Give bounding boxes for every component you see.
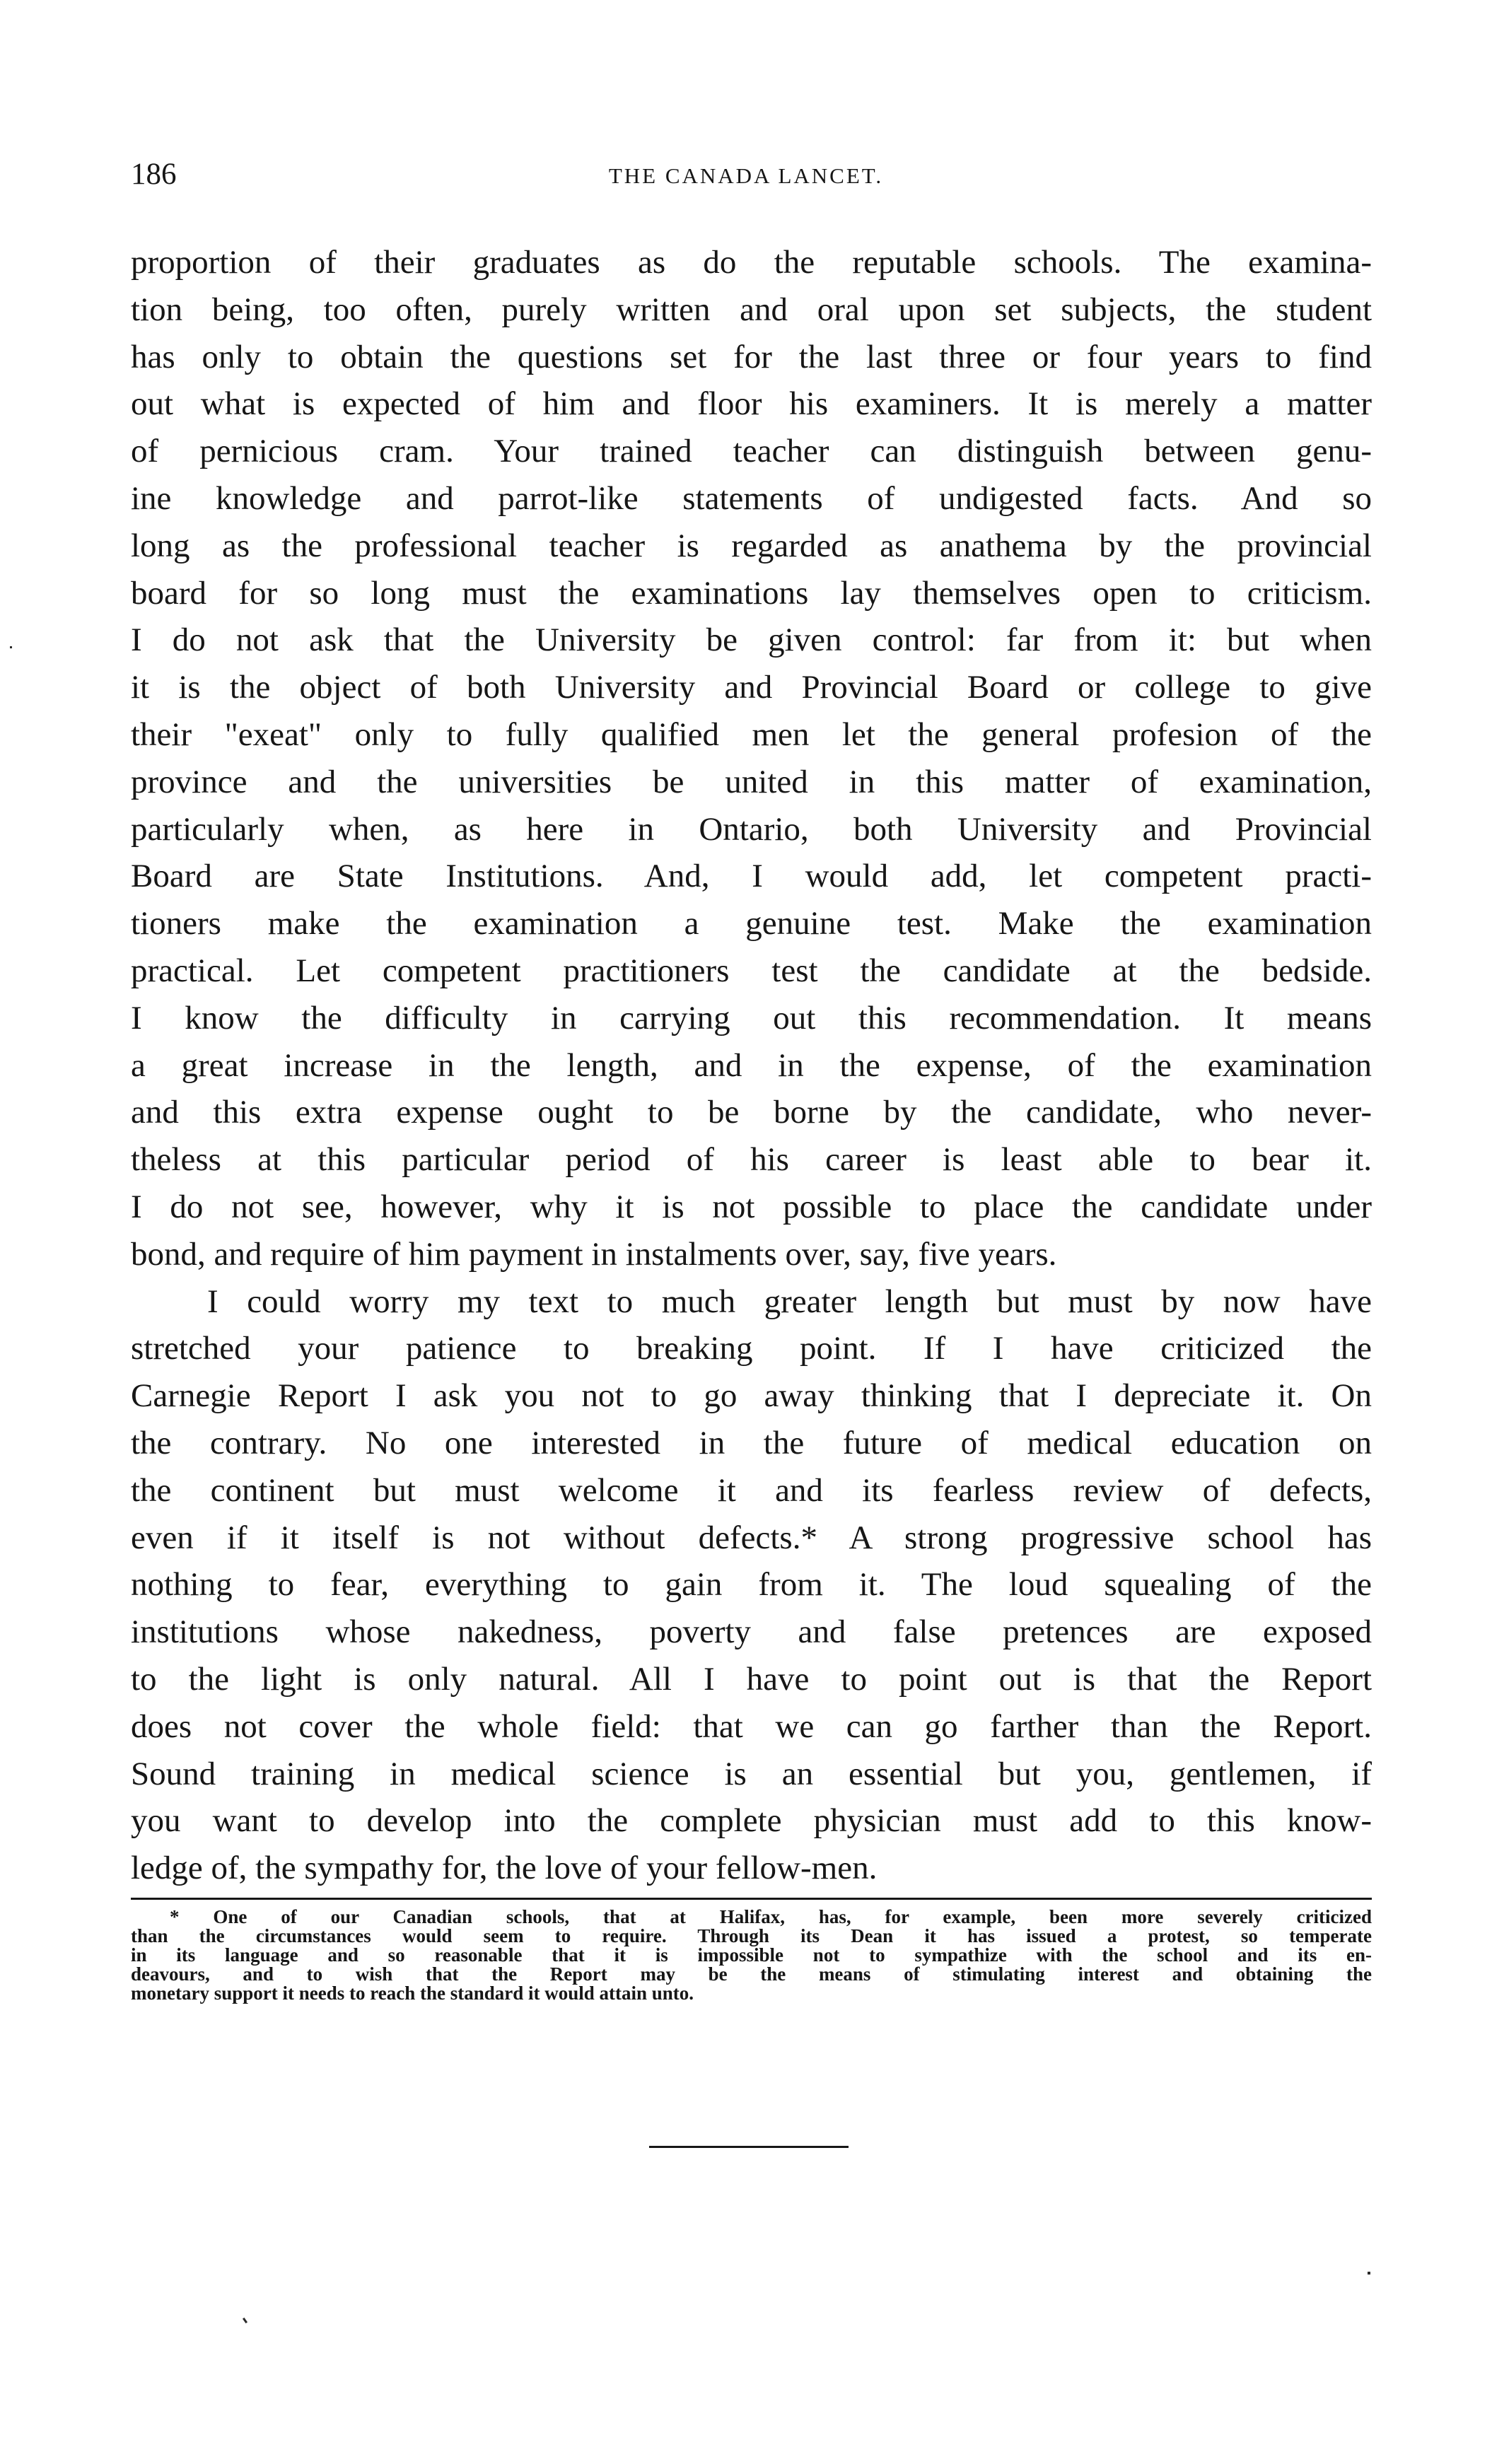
paragraph-end-line: bond, and require of him payment in instalments over, say, five years. (131, 1235, 1057, 1273)
text-line: their "exeat" only to fully qualified men let the general profesion of the (131, 716, 1372, 753)
text-line: tioners make the examination a genuine test. Make the examination (131, 905, 1372, 942)
text-line: theless at this particular period of his career is least able to bear it. (131, 1141, 1372, 1179)
text-line: province and the universities be united in this matter of examination, (131, 763, 1372, 800)
footnote (131, 1908, 1372, 2003)
text-line: the contrary. No one interested in the future of medical education on (131, 1424, 1372, 1461)
footnote-line: * One of our Canadian schools, that at Halifax, has, for example, been more severely criticized (170, 1906, 1372, 1927)
text-line: even if it itself is not without defects.* A strong progressive school has (131, 1519, 1372, 1556)
text-line: I do not see, however, why it is not possible to place the candidate under (131, 1188, 1372, 1225)
text-line: board for so long must the examinations lay themselves open to criticism. (131, 574, 1372, 612)
text-line: proportion of their graduates as do the reputable schools. The examina- (131, 244, 1372, 281)
text-line: ine knowledge and parrot-like statements of undigested facts. And so (131, 479, 1372, 517)
footnote-line: than the circumstances would seem to require. Through its Dean it has issued a protest, so temperate (131, 1925, 1372, 1946)
text-line: practical. Let competent practitioners test the candidate at the bedside. (131, 952, 1372, 989)
scan-speck (243, 2318, 247, 2323)
text-line: the continent but must welcome it and its fearless review of defects, (131, 1471, 1372, 1509)
text-line: a great increase in the length, and in the expense, of the examination (131, 1046, 1372, 1084)
text-line: I do not ask that the University be given control: far from it: but when (131, 621, 1372, 659)
text-line: tion being, too often, purely written and oral upon set subjects, the student (131, 291, 1372, 328)
section-end-rule (649, 2146, 849, 2148)
paragraph-start-line: I could worry my text to much greater length but must by now have (207, 1283, 1372, 1320)
text-line: institutions whose nakedness, poverty and false pretences are exposed (131, 1613, 1372, 1651)
footnote-divider (131, 1898, 1372, 1900)
footnote-line: monetary support it needs to reach the standard it would attain unto. (131, 1983, 694, 2004)
text-line: does not cover the whole field: that we can go farther than the Report. (131, 1707, 1372, 1745)
running-head: THE CANADA LANCET. (608, 163, 884, 188)
text-line: Carnegie Report I ask you not to go away thinking that I depreciate it. On (131, 1377, 1372, 1415)
footnote-line: in its language and so reasonable that it is impossible not to sympathize with the school and its en- (131, 1944, 1372, 1966)
text-line: stretched your patience to breaking point. If I have criticized the (131, 1330, 1372, 1367)
footnote-line: deavours, and to wish that the Report may be the means of stimulating interest and obtaining the (131, 1963, 1372, 1985)
text-line: has only to obtain the questions set for the last three or four years to find (131, 338, 1372, 375)
body-text (131, 239, 1372, 1892)
text-line: of pernicious cram. Your trained teacher can distinguish between genu- (131, 433, 1372, 470)
text-line: Board are State Institutions. And, I would add, let competent practi- (131, 858, 1372, 895)
text-line: nothing to fear, everything to gain from it. The loud squealing of the (131, 1566, 1372, 1604)
text-line: out what is expected of him and floor his examiners. It is merely a matter (131, 385, 1372, 423)
text-line: particularly when, as here in Ontario, both University and Provincial (131, 810, 1372, 848)
paragraph-end-line: ledge of, the sympathy for, the love of your fellow-men. (131, 1850, 878, 1887)
page-number: 186 (131, 158, 177, 191)
text-line: and this extra expense ought to be borne by the candidate, who never- (131, 1094, 1372, 1131)
scan-speck (10, 646, 12, 648)
text-line: to the light is only natural. All I have to point out is that the Report (131, 1660, 1372, 1698)
text-line: it is the object of both University and Provincial Board or college to give (131, 669, 1372, 706)
text-line: long as the professional teacher is regarded as anathema by the provincial (131, 527, 1372, 564)
text-line: you want to develop into the complete physician must add to this know- (131, 1802, 1372, 1840)
text-line: I know the difficulty in carrying out this recommendation. It means (131, 999, 1372, 1037)
text-line: Sound training in medical science is an essential but you, gentlemen, if (131, 1755, 1372, 1792)
scan-speck (1368, 2272, 1370, 2275)
